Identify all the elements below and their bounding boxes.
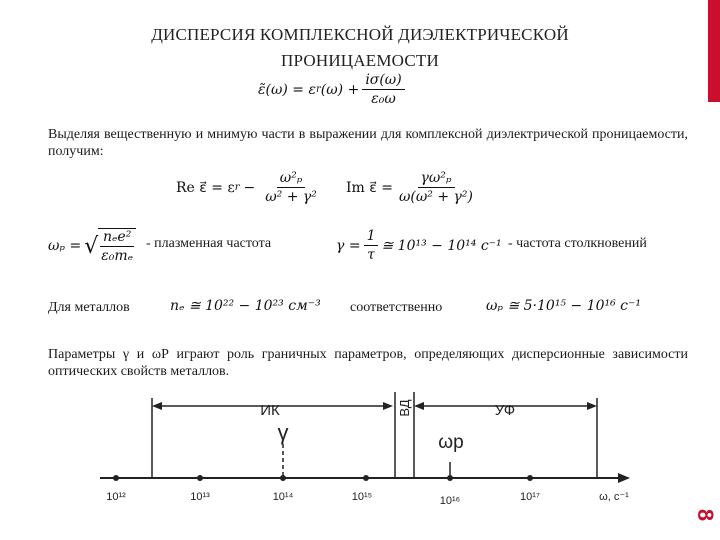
re-formula-numerator: ω²ₚ bbox=[277, 170, 306, 188]
uf-arrow-left-head bbox=[414, 402, 424, 410]
tick-label: 10¹⁶ bbox=[439, 495, 461, 507]
gamma-formula-lhs: γ = bbox=[336, 237, 361, 254]
tick-dot bbox=[363, 475, 369, 481]
re-formula-denominator: ω² + γ² bbox=[265, 189, 317, 205]
metals-density-formula: nₑ ≅ 10²² − 10²³ cм⁻³ bbox=[170, 298, 321, 314]
collision-frequency-label: - частота столкновений bbox=[508, 236, 647, 251]
page-number: 8 bbox=[693, 508, 718, 522]
plasma-formula-lhs: ωₚ = bbox=[48, 238, 82, 254]
tick-dot bbox=[197, 475, 203, 481]
tick-label: 10¹² bbox=[106, 491, 126, 503]
tick-dot bbox=[113, 475, 119, 481]
tick-dot bbox=[527, 475, 533, 481]
gamma-formula-denominator: τ bbox=[367, 247, 375, 263]
wp-marker-label: ωр bbox=[438, 432, 464, 453]
axis-label: ω, с⁻¹ bbox=[599, 491, 629, 503]
ik-arrow-right-head bbox=[383, 402, 393, 410]
main-formula-denominator: ε₀ω bbox=[371, 91, 396, 107]
plasma-formula-denominator: ε₀mₑ bbox=[101, 248, 134, 264]
tick-label: 10¹⁴ bbox=[272, 491, 294, 503]
gamma-marker-label: γ bbox=[277, 420, 289, 445]
uf-band-label: УФ bbox=[494, 402, 516, 419]
tick-dot bbox=[447, 475, 453, 481]
axis-arrow-head bbox=[618, 473, 630, 483]
ik-band-label: ИК bbox=[260, 402, 280, 419]
main-formula-lhs-tail: (ω) + bbox=[320, 81, 360, 98]
im-formula-numerator: γω²ₚ bbox=[418, 170, 455, 188]
ik-arrow-left-head bbox=[152, 402, 162, 410]
sqrt-icon: √ bbox=[84, 233, 99, 259]
tick-dot bbox=[280, 475, 286, 481]
metals-wp-formula: ωₚ ≅ 5·10¹⁵ − 10¹⁶ c⁻¹ bbox=[486, 298, 642, 314]
re-formula-prefix: Re ε⃗ = ε bbox=[176, 179, 235, 196]
re-formula-minus: − bbox=[243, 179, 256, 196]
params-paragraph: Параметры γ и ωР играют роль граничных параметров, определяющих дисперсионные зависимости оптических свойств металлов. bbox=[48, 347, 688, 379]
main-formula-numerator: iσ(ω) bbox=[362, 72, 404, 90]
plasma-frequency-label: - плазменная частота bbox=[146, 236, 272, 251]
tick-label: 10¹⁵ bbox=[351, 491, 373, 503]
gamma-formula-tail: ≅ 10¹³ − 10¹⁴ c⁻¹ bbox=[381, 237, 502, 254]
metals-label: Для металлов bbox=[48, 300, 130, 315]
title-line-1: ДИСПЕРСИЯ КОМПЛЕКСНОЙ ДИЭЛЕКТРИЧЕСКОЙ bbox=[151, 25, 569, 44]
gamma-formula-numerator: 1 bbox=[364, 228, 379, 246]
respectively-label: соответственно bbox=[350, 300, 443, 315]
plasma-formula-numerator: nₑe² bbox=[100, 229, 134, 247]
im-formula-prefix: Im ε⃗ = bbox=[346, 179, 394, 196]
intro-paragraph: Выделяя вещественную и мнимую части в выражении для комплексной диэлектрической проницаемости, получим: bbox=[48, 127, 688, 159]
uf-arrow-right-head bbox=[587, 402, 597, 410]
title-line-2: ПРОНИЦАЕМОСТИ bbox=[281, 51, 439, 70]
main-formula-lhs: ε̃(ω) = ε bbox=[258, 81, 316, 98]
vd-band-label: ВД bbox=[397, 399, 412, 417]
re-formula-sub: r bbox=[234, 182, 240, 193]
im-formula-denominator: ω(ω² + γ²) bbox=[399, 189, 473, 205]
main-formula-lhs-sub: r bbox=[316, 84, 321, 95]
tick-label: 10¹⁷ bbox=[520, 491, 540, 503]
tick-label: 10¹³ bbox=[190, 491, 210, 503]
